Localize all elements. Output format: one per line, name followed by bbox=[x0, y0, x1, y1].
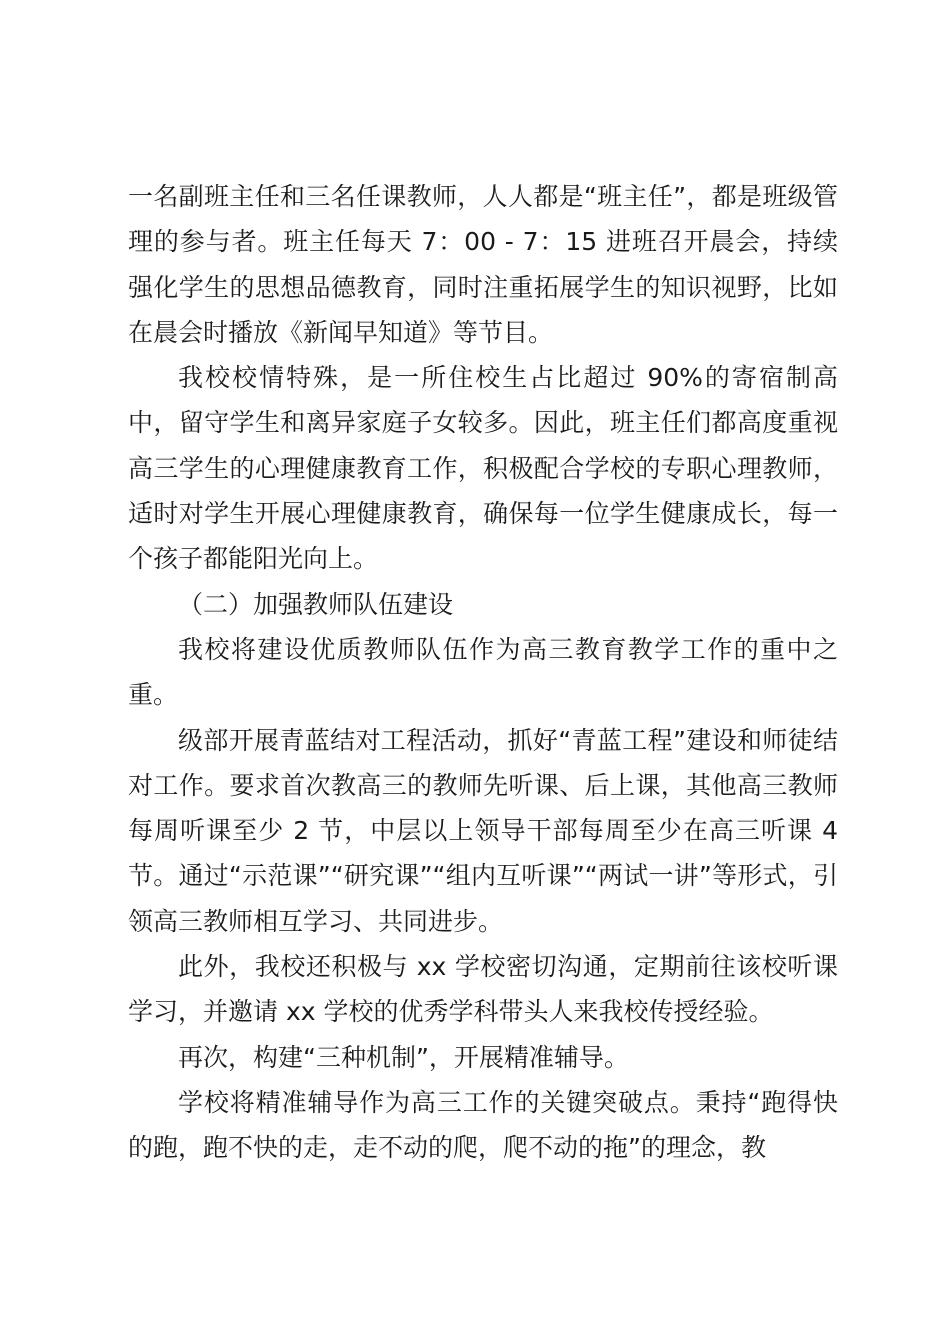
paragraph-school-exchange: 此外，我校还积极与 xx 学校密切沟通，定期前往该校听课学习，并邀请 xx 学校的优秀学科带头人来我校传授经验。 bbox=[128, 952, 838, 1027]
section-heading-teacher-team: （二）加强教师队伍建设 bbox=[178, 589, 454, 619]
paragraph-three-mechanisms: 再次，构建“三种机制”，开展精准辅导。 bbox=[178, 1042, 629, 1072]
paragraph-class-management: 一名副班主任和三名任课教师，人人都是“班主任”，都是班级管理的参与者。班主任每天 7：00 - 7：15 进班召开晨会，持续强化学生的思想品德教育，同时注重拓展学生的知识视野，比如在晨会时播放《新闻早知道》等节目。 bbox=[128, 182, 838, 347]
paragraph-mentoring-program: 级部开展青蓝结对工程活动，抓好“青蓝工程”建设和师徒结对工作。要求首次教高三的教师先听课、后上课，其他高三教师每周听课至少 2 节，中层以上领导干部每周至少在高三听课 4 节。通过“示范课”“研究课”“组内互听课”“两试一讲”等形式，引领高三教师相互学习、共同进步。 bbox=[128, 725, 838, 936]
paragraph-mental-health: 我校校情特殊，是一所住校生占比超过 90%的寄宿制高中，留守学生和离异家庭子女较多。因此，班主任们都高度重视高三学生的心理健康教育工作，积极配合学校的专职心理教师，适时对学生开展心理健康教育，确保每一位学生健康成长，每一个孩子都能阳光向上。 bbox=[128, 363, 838, 574]
paragraph-teacher-priority: 我校将建设优质教师队伍作为高三教育教学工作的重中之重。 bbox=[128, 634, 838, 710]
paragraph-precise-tutoring: 学校将精准辅导作为高三工作的关键突破点。秉持“跑得快的跑，跑不快的走，走不动的爬，爬不动的拖”的理念，教 bbox=[128, 1087, 838, 1163]
document-body bbox=[128, 174, 838, 1171]
